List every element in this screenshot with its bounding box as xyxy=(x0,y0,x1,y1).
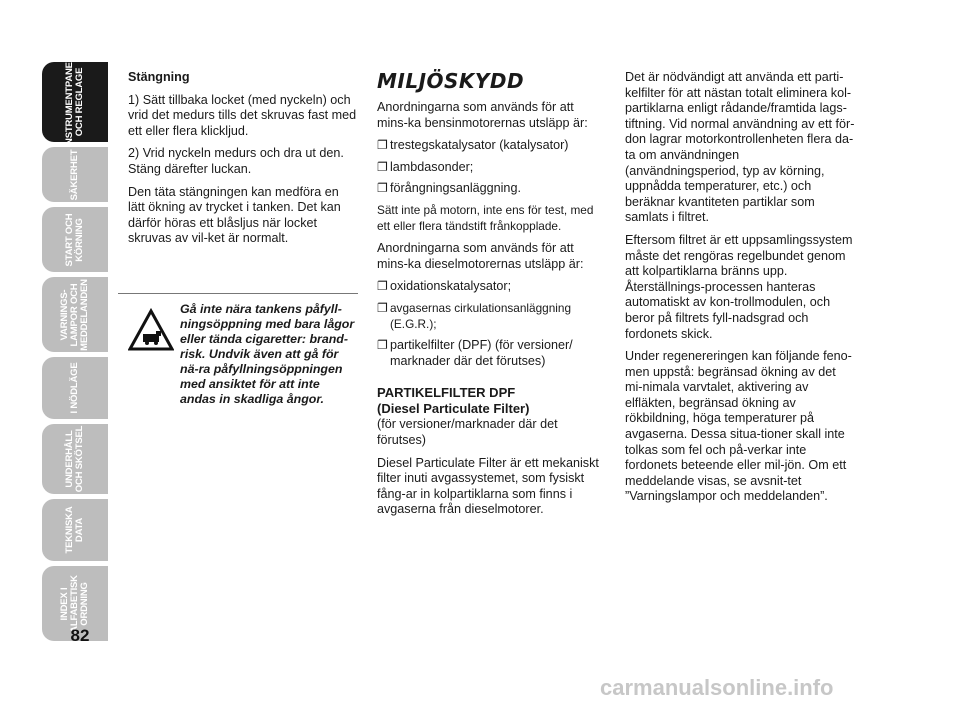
tab-sakerhet[interactable] xyxy=(42,147,108,202)
tab-instrumentpanel[interactable] xyxy=(42,56,108,148)
column-middle xyxy=(377,70,607,525)
tab-label: TEKNISKA DATA xyxy=(64,506,85,554)
tab-underhall[interactable] xyxy=(42,424,108,494)
tab-tekniska-data[interactable] xyxy=(42,499,108,561)
paragraph: (för versioner/marknader där det förutses) xyxy=(377,417,558,447)
paragraph: Anordningarna som används för att mins-ka bensinmotorernas utsläpp är: xyxy=(377,100,588,130)
paragraph: 2) Vrid nyckeln medurs och dra ut den. Stäng därefter luckan. xyxy=(128,146,344,176)
list-item: ❐ lambdasonder; xyxy=(377,159,474,174)
paragraph: Under regenereringen kan följande feno-men uppstå: begränsad ökning av det mi-nimala varvtalet, aktivering av elfläkten, begränsad ökning av rökbildning, höga temperaturer på avgaserna. Dessa situa-tioner skall inte tolkas som fel och på-verkar inte fordonets beteende eller mil-jön. Om ett meddelande visas, se avsnit-tet ”Varningslampor och meddelanden”. xyxy=(625,349,852,504)
column-right xyxy=(625,70,855,512)
paragraph: Diesel Particulate Filter är ett mekaniskt filter inuti avgassystemet, som fysiskt fång-ar in kolpartiklarna som finns i avgaserna från dieselmotorer. xyxy=(377,455,599,517)
checkbox-bullet-icon: ❐ xyxy=(377,338,388,353)
section-heading-dpf: PARTIKELFILTER DPF xyxy=(377,385,516,401)
tab-i-nodlage[interactable] xyxy=(42,357,108,419)
list-item: ❐ partikelfilter (DPF) (för versioner/ marknader där det förutses) xyxy=(377,338,573,368)
tab-label: START OCH KÖRNING xyxy=(64,213,85,266)
tab-start-och-korning[interactable] xyxy=(42,207,108,272)
tab-label: I NÖDLÄGE xyxy=(69,362,80,414)
column-left xyxy=(128,70,358,254)
paragraph: Den täta stängningen kan medföra en lätt ökning av trycket i tanken. Det kan därför höras ett blåsljus när locket skruvas av vil-ket är normalt. xyxy=(128,184,341,246)
paragraph: Eftersom filtret är ett uppsamlingssystem måste det rengöras regelbundet genom att kolpartiklarna bränns upp. Återställnings-processen hanteras automatiskt av kon-trollmodulen, och beror på filtrets fyll-nadsgrad och fordonets skick. xyxy=(625,232,853,341)
tab-label: INSTRUMENTPANEL OCH REGLAGE xyxy=(64,56,85,148)
tab-label: SÄKERHET xyxy=(69,149,80,200)
paragraph: Det är nödvändigt att använda ett parti-kelfilter för att nästan totalt eliminera kol-partiklarna enligt rådande/framtida lags-tiftning. Vid normal användning av ett för-don lagrar motorkontrollenheten flera da-ta om användningen (användningsperiod, typ av körning, uppnådda temperaturer, etc.) och beräknar kvantiteten partiklar som samlats i filtret. xyxy=(625,70,855,225)
tab-label: INDEX I ALFABETISK ORDNING xyxy=(59,574,90,633)
list-item: ❐ avgasernas cirkulationsanläggning (E.G.R.); xyxy=(377,300,572,331)
page-number: 82 xyxy=(70,626,90,645)
checkbox-bullet-icon: ❐ xyxy=(377,159,388,174)
tab-varningslampor[interactable] xyxy=(42,277,108,352)
list-item: ❐ oxidationskatalysator; xyxy=(377,279,512,294)
warning-text: Gå inte nära tankens påfyll-ningsöppning med bara lågor eller tända cigaretter: brand-risk. Undvik även att gå för nä-ra påfyllningsöppningen med ansiktet för att inte andas in skadliga ångor. xyxy=(180,302,355,406)
section-heading-stangning: Stängning xyxy=(128,70,190,84)
checkbox-bullet-icon: ❐ xyxy=(377,181,388,196)
checkbox-bullet-icon: ❐ xyxy=(377,279,388,294)
section-subheading-dpf: (Diesel Particulate Filter) xyxy=(377,401,530,417)
warning-box xyxy=(118,293,358,407)
warning-triangle-icon xyxy=(128,308,174,352)
tab-label: VARNINGS- LAMPOR OCH MEDDELANDEN xyxy=(59,278,90,351)
tab-label: UNDERHÅLL OCH SKÖTSEL xyxy=(64,425,85,493)
list-item: ❐ trestegskatalysator (katalysator) xyxy=(377,138,569,153)
paragraph: Anordningarna som används för att mins-ka dieselmotorernas utsläpp är: xyxy=(377,241,584,271)
page-title: MILJÖSKYDD xyxy=(377,69,525,93)
paragraph: Sätt inte på motorn, inte ens för test, med ett eller flera tändstift frånkopplade. xyxy=(377,202,594,233)
watermark: carmanualsonline.info xyxy=(600,675,834,700)
checkbox-bullet-icon: ❐ xyxy=(377,138,388,153)
list-item: ❐ förångningsanläggning. xyxy=(377,181,521,196)
checkbox-bullet-icon: ❐ xyxy=(377,300,388,315)
paragraph: 1) Sätt tillbaka locket (med nyckeln) och vrid det medurs tills det skruvas fast med ett eller flera klickljud. xyxy=(128,92,357,138)
